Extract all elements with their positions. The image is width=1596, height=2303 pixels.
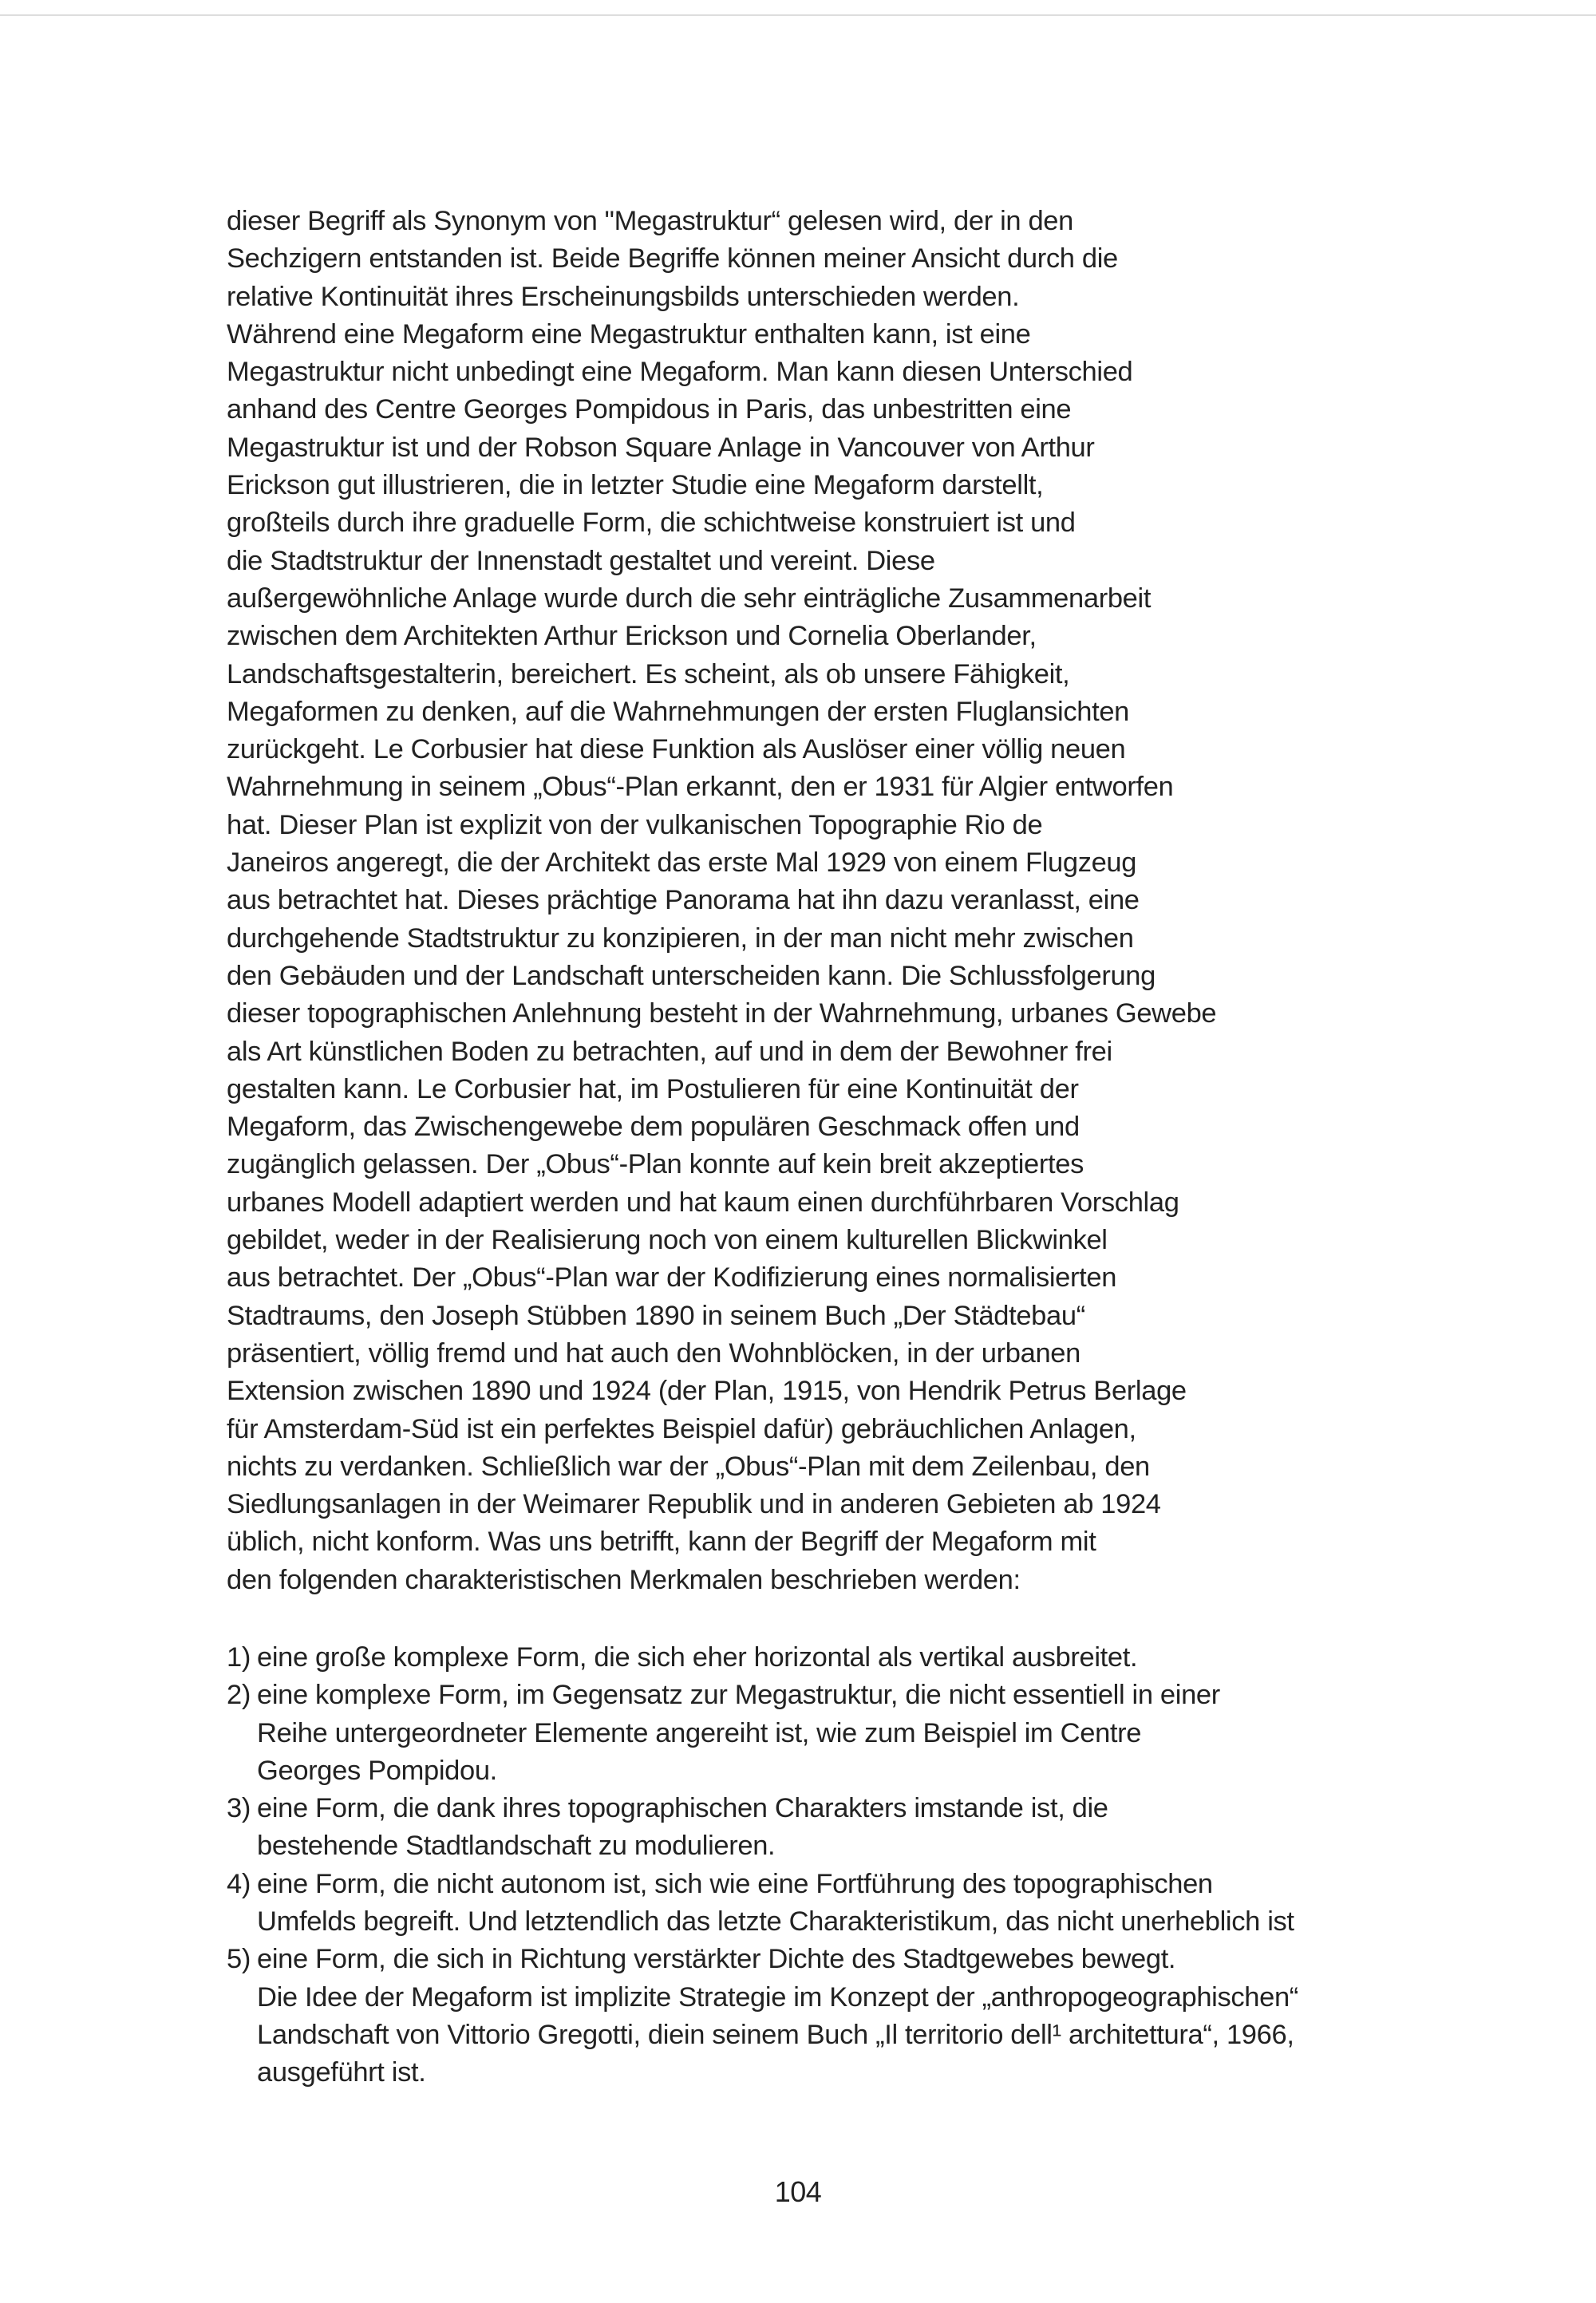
paragraph-line: dieser topographischen Anlehnung besteht in der Wahrnehmung, urbanes Gewebe: [227, 998, 1217, 1029]
paragraph-line: Erickson gut illustrieren, die in letzter Studie eine Megaform darstellt,: [227, 470, 1044, 501]
list-item-line: [227, 1866, 1360, 1903]
list-item-text: eine Form, die nicht autonom ist, sich wie eine Fortführung des topographischen: [257, 1868, 1213, 1899]
list-item-text: eine Form, die dank ihres topographischen Charakters imstande ist, die: [257, 1793, 1108, 1824]
paragraph-line: Sechzigern entstanden ist. Beide Begriffe können meiner Ansicht durch die: [227, 243, 1118, 275]
paragraph-line: aus betrachtet. Der „Obus“-Plan war der Kodifizierung eines normalisierten: [227, 1262, 1117, 1294]
paragraph-line: außergewöhnliche Anlage wurde durch die sehr einträgliche Zusammenarbeit: [227, 583, 1152, 614]
paragraph-line: präsentiert, völlig fremd und hat auch den Wohnblöcken, in der urbanen: [227, 1337, 1080, 1369]
list-item-number: 4): [227, 1868, 251, 1899]
paragraph-line: üblich, nicht konform. Was uns betrifft, kann der Begriff der Megaform mit: [227, 1527, 1096, 1558]
characteristics-list: [227, 1639, 1360, 2092]
list-item-continuation: Landschaft von Vittorio Gregotti, diein seinem Buch „Il territorio dell¹ architettura“, 1966,: [257, 2019, 1294, 2050]
paragraph-line: Megastruktur nicht unbedingt eine Megaform. Man kann diesen Unterschied: [227, 357, 1133, 388]
list-item-continuation: Reihe untergeordneter Elemente angereiht ist, wie zum Beispiel im Centre: [257, 1717, 1142, 1748]
paragraph-line: relative Kontinuität ihres Erscheinungsbilds unterschieden werden.: [227, 281, 1020, 312]
list-item-number: 2): [227, 1680, 251, 1711]
paragraph-line: Landschaftsgestalterin, bereichert. Es scheint, als ob unsere Fähigkeit,: [227, 658, 1070, 689]
paragraph-line: den Gebäuden und der Landschaft unterscheiden kann. Die Schlussfolgerung: [227, 960, 1156, 991]
paragraph-line: dieser Begriff als Synonym von "Megastruktur“ gelesen wird, der in den: [227, 206, 1073, 236]
list-item-continuation: bestehende Stadtlandschaft zu modulieren.: [257, 1831, 776, 1862]
list-item-text: eine komplexe Form, im Gegensatz zur Megastruktur, die nicht essentiell in einer: [257, 1680, 1220, 1711]
paragraph-line: Janeiros angeregt, die der Architekt das erste Mal 1929 von einem Flugzeug: [227, 847, 1137, 879]
paragraph-line: als Art künstlichen Boden zu betrachten, auf und in dem der Bewohner frei: [227, 1036, 1112, 1067]
paragraph-line: Megaform, das Zwischengewebe dem populären Geschmack offen und: [227, 1112, 1080, 1143]
paragraph-line: zugänglich gelassen. Der „Obus“-Plan konnte auf kein breit akzeptiertes: [227, 1149, 1084, 1180]
list-item: [227, 1866, 1360, 1942]
list-item: [227, 1941, 1360, 2092]
body-paragraph: [227, 203, 1360, 1599]
paragraph-line: nichts zu verdanken. Schließlich war der „Obus“-Plan mit dem Zeilenbau, den: [227, 1451, 1150, 1482]
paragraph-line: aus betrachtet hat. Dieses prächtige Panorama hat ihn dazu veranlasst, eine: [227, 885, 1140, 916]
list-item-continuation: Umfelds begreift. Und letztendlich das letzte Charakteristikum, das nicht unerheblich ist: [257, 1906, 1294, 1938]
list-item-line: [227, 1790, 1360, 1827]
paragraph-line: Während eine Megaform eine Megastruktur enthalten kann, ist eine: [227, 318, 1031, 350]
list-item-text: eine Form, die sich in Richtung verstärkter Dichte des Stadtgewebes bewegt.: [257, 1944, 1176, 1975]
paragraph-line: Megaformen zu denken, auf die Wahrnehmungen der ersten Fluglansichten: [227, 696, 1130, 727]
list-item-text: eine große komplexe Form, die sich eher horizontal als vertikal ausbreitet.: [257, 1642, 1138, 1673]
paragraph-line: Stadtraums, den Joseph Stübben 1890 in seinem Buch „Der Städtebau“: [227, 1300, 1085, 1331]
paragraph-line: großteils durch ihre graduelle Form, die schichtweise konstruiert ist und: [227, 508, 1076, 539]
list-item-number: 3): [227, 1793, 251, 1824]
paragraph-line: für Amsterdam-Süd ist ein perfektes Beispiel dafür) gebräuchlichen Anlagen,: [227, 1413, 1136, 1444]
paragraph-line: Megastruktur ist und der Robson Square Anlage in Vancouver von Arthur: [227, 432, 1095, 463]
paragraph-line: Siedlungsanlagen in der Weimarer Republik und in anderen Gebieten ab 1924: [227, 1489, 1161, 1520]
list-item-number: 5): [227, 1944, 251, 1975]
page-number: 104: [774, 2175, 822, 2208]
paragraph-line: hat. Dieser Plan ist explizit von der vulkanischen Topographie Rio de: [227, 809, 1043, 840]
list-item-line: [227, 1639, 1360, 1677]
paragraph-line: Extension zwischen 1890 und 1924 (der Plan, 1915, von Hendrik Petrus Berlage: [227, 1376, 1187, 1407]
paragraph-line: den folgenden charakteristischen Merkmalen beschrieben werden:: [227, 1564, 1021, 1595]
list-item: [227, 1677, 1360, 1790]
list-item-line: [227, 1677, 1360, 1714]
paragraph-line: Wahrnehmung in seinem „Obus“-Plan erkannt, den er 1931 für Algier entworfen: [227, 772, 1174, 803]
list-item: [227, 1790, 1360, 1866]
paragraph-line: gestalten kann. Le Corbusier hat, im Postulieren für eine Kontinuität der: [227, 1073, 1079, 1104]
list-item-number: 1): [227, 1642, 251, 1673]
list-item-line: [227, 1941, 1360, 1978]
list-item-continuation: Die Idee der Megaform ist implizite Strategie im Konzept der „anthropogeographischen“: [257, 1981, 1298, 2013]
paragraph-line: die Stadtstruktur der Innenstadt gestaltet und vereint. Diese: [227, 545, 935, 576]
paragraph-line: durchgehende Stadtstruktur zu konzipieren, in der man nicht mehr zwischen: [227, 922, 1134, 954]
paragraph-line: gebildet, weder in der Realisierung noch von einem kulturellen Blickwinkel: [227, 1225, 1108, 1256]
paragraph-line: zurückgeht. Le Corbusier hat diese Funktion als Auslöser einer völlig neuen: [227, 734, 1126, 765]
paragraph-line: urbanes Modell adaptiert werden und hat kaum einen durchführbaren Vorschlag: [227, 1187, 1179, 1218]
paragraph-line: zwischen dem Architekten Arthur Erickson und Cornelia Oberlander,: [227, 621, 1037, 652]
list-item-continuation: Georges Pompidou.: [257, 1755, 497, 1786]
paragraph-line: anhand des Centre Georges Pompidous in Paris, das unbestritten eine: [227, 394, 1072, 425]
list-item-continuation: ausgeführt ist.: [257, 2057, 426, 2088]
list-item: [227, 1639, 1360, 1677]
